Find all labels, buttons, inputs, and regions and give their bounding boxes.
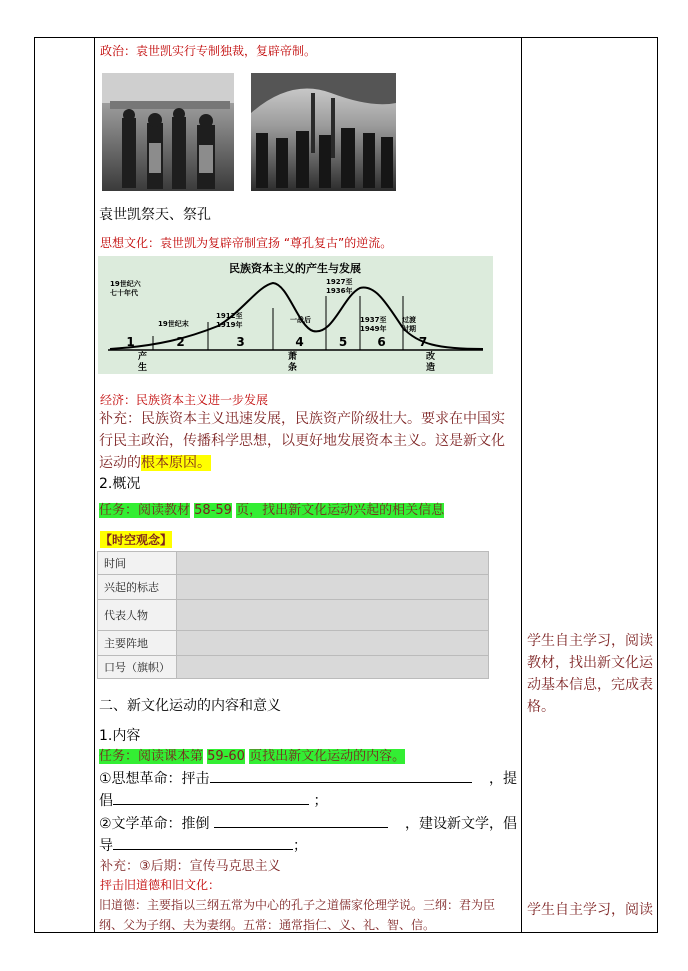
- task-1-b: 58-59: [194, 503, 232, 518]
- chart-period-label: 1919年: [216, 321, 243, 329]
- chart-title: 民族资本主义的产生与发展: [229, 262, 361, 275]
- supplement-2: 补充：③后期：宣传马克思主义: [100, 859, 281, 874]
- attack-old-culture: 抨击旧道德和旧文化：: [100, 878, 221, 892]
- task-2-c: 页找出新文化运动的内容。: [249, 749, 406, 764]
- chart-bottom-word: 生: [138, 363, 148, 373]
- politics-text: 政治：袁世凯实行专制独裁，复辟帝制。: [100, 44, 317, 58]
- info-table-row: [98, 575, 489, 600]
- literary-revolution: [99, 813, 517, 857]
- yuan-worship-confucius-photo: [251, 73, 396, 191]
- task-1-c: 页，找出新文化运动兴起的相关信息: [236, 503, 445, 518]
- info-table-row: [98, 656, 489, 679]
- chart-period-label: 1912至: [216, 312, 243, 320]
- thought-revolution-advocate: 倡: [99, 793, 113, 809]
- space-time-label: 【时空观念】: [100, 533, 173, 547]
- chart-period-label: 1949年: [360, 325, 387, 333]
- side-note-1: 学生自主学习，阅读教材，找出新文化运动基本信息，完成表格。: [527, 633, 653, 715]
- thought-revolution-label: ①思想革命：抨击: [99, 771, 210, 787]
- task-2-b: 59-60: [207, 749, 245, 764]
- column-divider-right: [521, 38, 522, 932]
- literary-revolution-end: ；: [293, 838, 307, 854]
- supplement-1: [99, 408, 517, 474]
- culture-text: 思想文化：袁世凯为复辟帝制宣扬 “尊孔复古”的逆流。: [100, 236, 393, 250]
- chart-bottom-word: 产: [138, 352, 148, 362]
- info-table-row: [98, 631, 489, 656]
- blank-line[interactable]: [113, 792, 309, 805]
- economy-text: 经济：民族资本主义进一步发展: [100, 393, 269, 407]
- capitalism-development-chart: [98, 256, 493, 374]
- task-1: [99, 500, 444, 522]
- photo-caption: 袁世凯祭天、祭孔: [99, 207, 211, 223]
- chart-period-label: 1937至: [360, 316, 387, 324]
- lesson-plan-table: [34, 37, 658, 933]
- task-1-a: 任务：阅读教材: [99, 503, 191, 518]
- info-table-label: 口号（旗帜）: [98, 656, 177, 679]
- root-cause-highlight: 根本原因。: [141, 455, 211, 471]
- info-table-answer-cell[interactable]: [177, 656, 489, 679]
- thought-revolution-end: ；: [313, 793, 328, 809]
- chart-stage-number: 7: [418, 335, 428, 349]
- chart-stage-number: 3: [236, 335, 245, 349]
- supplement-1-text: 补充：民族资本主义迅速发展，民族资产阶级壮大。要求在中国实行民主政治，传播科学思想，以更好地发展资本主义。这是新文化运动的: [99, 411, 505, 471]
- info-table-answer-cell[interactable]: [177, 631, 489, 656]
- chart-stage-number: 2: [176, 335, 185, 349]
- info-table-answer-cell[interactable]: [177, 552, 489, 575]
- section-2-heading: 二、新文化运动的内容和意义: [99, 698, 281, 714]
- info-table: [97, 551, 489, 679]
- chart-stage-number: 4: [295, 335, 304, 349]
- content-heading: 1.内容: [99, 728, 141, 744]
- blank-line[interactable]: [214, 815, 388, 828]
- info-table-label: 时间: [98, 552, 177, 575]
- info-table-answer-cell[interactable]: [177, 575, 489, 600]
- info-table-label: 代表人物: [98, 600, 177, 631]
- yuan-worship-heaven-photo: [102, 73, 234, 191]
- chart-stage-number: 1: [126, 335, 135, 349]
- thought-revolution-tail: ，提: [489, 771, 517, 787]
- info-table-answer-cell[interactable]: [177, 600, 489, 631]
- chart-bottom-word: 造: [426, 363, 436, 373]
- overview-heading: 2.概况: [99, 476, 141, 492]
- task-2: [99, 746, 405, 768]
- chart-period-label: 1927至: [326, 278, 353, 286]
- info-table-row: [98, 600, 489, 631]
- chart-bottom-word: 萧: [288, 352, 298, 362]
- old-morality-text: 旧道德：主要指以三纲五常为中心的孔子之道儒家伦理学说。三纲：君为臣纲、父为子纲、夫为妻纲。五常：通常指仁、义、礼、智、信。: [99, 898, 496, 932]
- info-table-label: 兴起的标志: [98, 575, 177, 600]
- task-2-a: 任务：阅读课本第: [99, 749, 204, 764]
- chart-period-label: 1936年: [326, 287, 353, 295]
- column-divider-left: [94, 38, 95, 932]
- chart-stage-number: 6: [377, 335, 386, 349]
- chart-bottom-word: 改: [426, 352, 436, 362]
- chart-period-label: 过渡: [402, 316, 416, 324]
- side-note-2: 学生自主学习，阅读: [527, 902, 653, 918]
- chart-period-label: 19世纪六: [110, 280, 141, 288]
- thought-revolution: [99, 768, 517, 812]
- blank-line[interactable]: [113, 837, 293, 850]
- literary-revolution-tail: ，建设新文学，倡: [405, 816, 517, 832]
- chart-period-label: 时期: [402, 325, 416, 333]
- info-table-row: [98, 552, 489, 575]
- literary-revolution-guide: 导: [99, 838, 113, 854]
- chart-period-label: 一战后: [290, 316, 311, 324]
- blank-line[interactable]: [210, 770, 472, 783]
- chart-period-label: 七十年代: [110, 289, 138, 297]
- chart-stage-number: 5: [338, 335, 348, 349]
- chart-period-label: 19世纪末: [158, 320, 189, 328]
- literary-revolution-label: ②文学革命：推倒: [99, 816, 210, 832]
- info-table-label: 主要阵地: [98, 631, 177, 656]
- chart-bottom-word: 条: [288, 363, 298, 373]
